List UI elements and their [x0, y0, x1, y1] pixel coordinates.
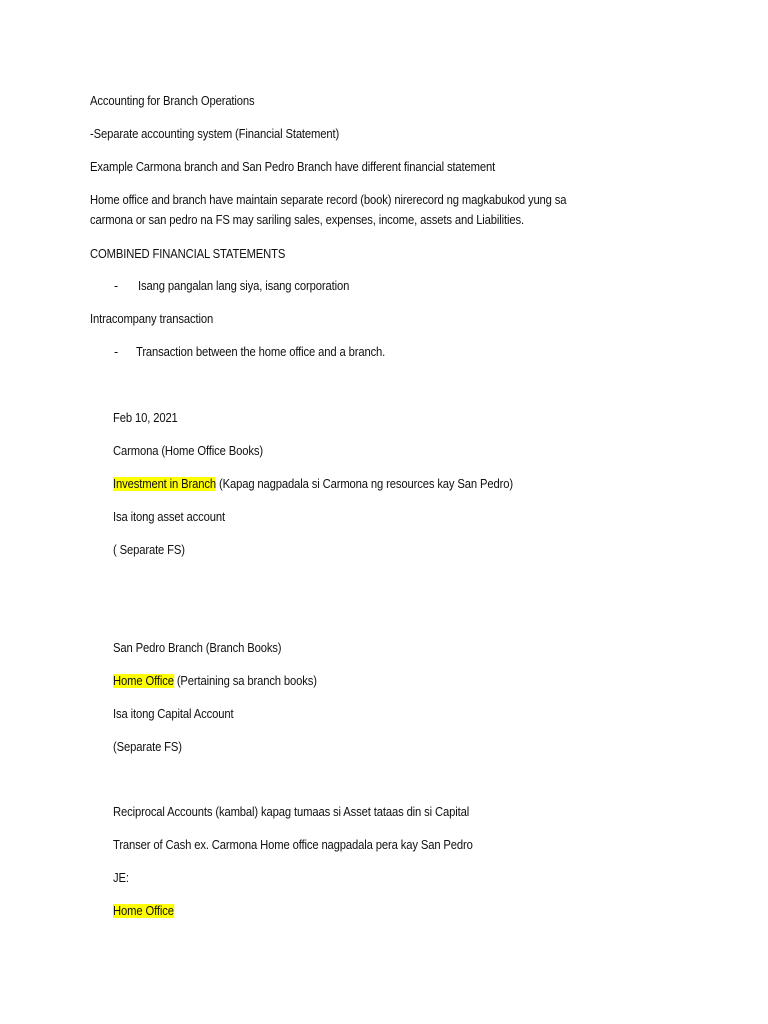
separate-system-line: -Separate accounting system (Financial Statement): [90, 127, 340, 141]
investment-line: [113, 474, 513, 495]
home-office-line: [113, 671, 317, 692]
document-title: Accounting for Branch Operations: [90, 94, 255, 108]
separate-fs-line-2: (Separate FS): [113, 740, 182, 754]
investment-description: (Kapag nagpadala si Carmona ng resources kay San Pedro): [215, 477, 513, 491]
date-line: Feb 10, 2021: [113, 411, 178, 425]
je-label: JE:: [113, 871, 129, 885]
home-office-je-line: [113, 901, 174, 922]
intracompany-heading: Intracompany transaction: [90, 312, 214, 326]
example-line: Example Carmona branch and San Pedro Branch have different financial statement: [90, 160, 496, 174]
home-branch-line-2: carmona or san pedro na FS may sariling sales, expenses, income, assets and Liabilities.: [90, 213, 524, 227]
home-office-description: (Pertaining sa branch books): [173, 674, 317, 688]
transfer-cash-line: Transer of Cash ex. Carmona Home office nagpadala pera kay San Pedro: [113, 838, 473, 852]
capital-account-line: Isa itong Capital Account: [113, 707, 234, 721]
reciprocal-line: Reciprocal Accounts (kambal) kapag tumaas si Asset tataas din si Capital: [113, 805, 470, 819]
bullet-dash: -: [114, 345, 119, 359]
bullet-dash: -: [114, 279, 119, 293]
combined-fs-heading: COMBINED FINANCIAL STATEMENTS: [90, 247, 286, 261]
combined-bullet: Isang pangalan lang siya, isang corporation: [138, 279, 350, 293]
carmona-books-line: Carmona (Home Office Books): [113, 444, 263, 458]
home-branch-line-1: Home office and branch have maintain separate record (book) nirerecord ng magkabukod yung sa: [90, 193, 567, 207]
separate-fs-line-1: ( Separate FS): [113, 543, 185, 557]
san-pedro-books-line: San Pedro Branch (Branch Books): [113, 641, 282, 655]
home-office-highlight: Home Office: [113, 674, 174, 688]
investment-in-branch-highlight: Investment in Branch: [113, 477, 216, 491]
home-office-je-highlight: Home Office: [113, 904, 174, 918]
asset-account-line: Isa itong asset account: [113, 510, 225, 524]
intracompany-bullet: Transaction between the home office and a branch.: [136, 345, 386, 359]
